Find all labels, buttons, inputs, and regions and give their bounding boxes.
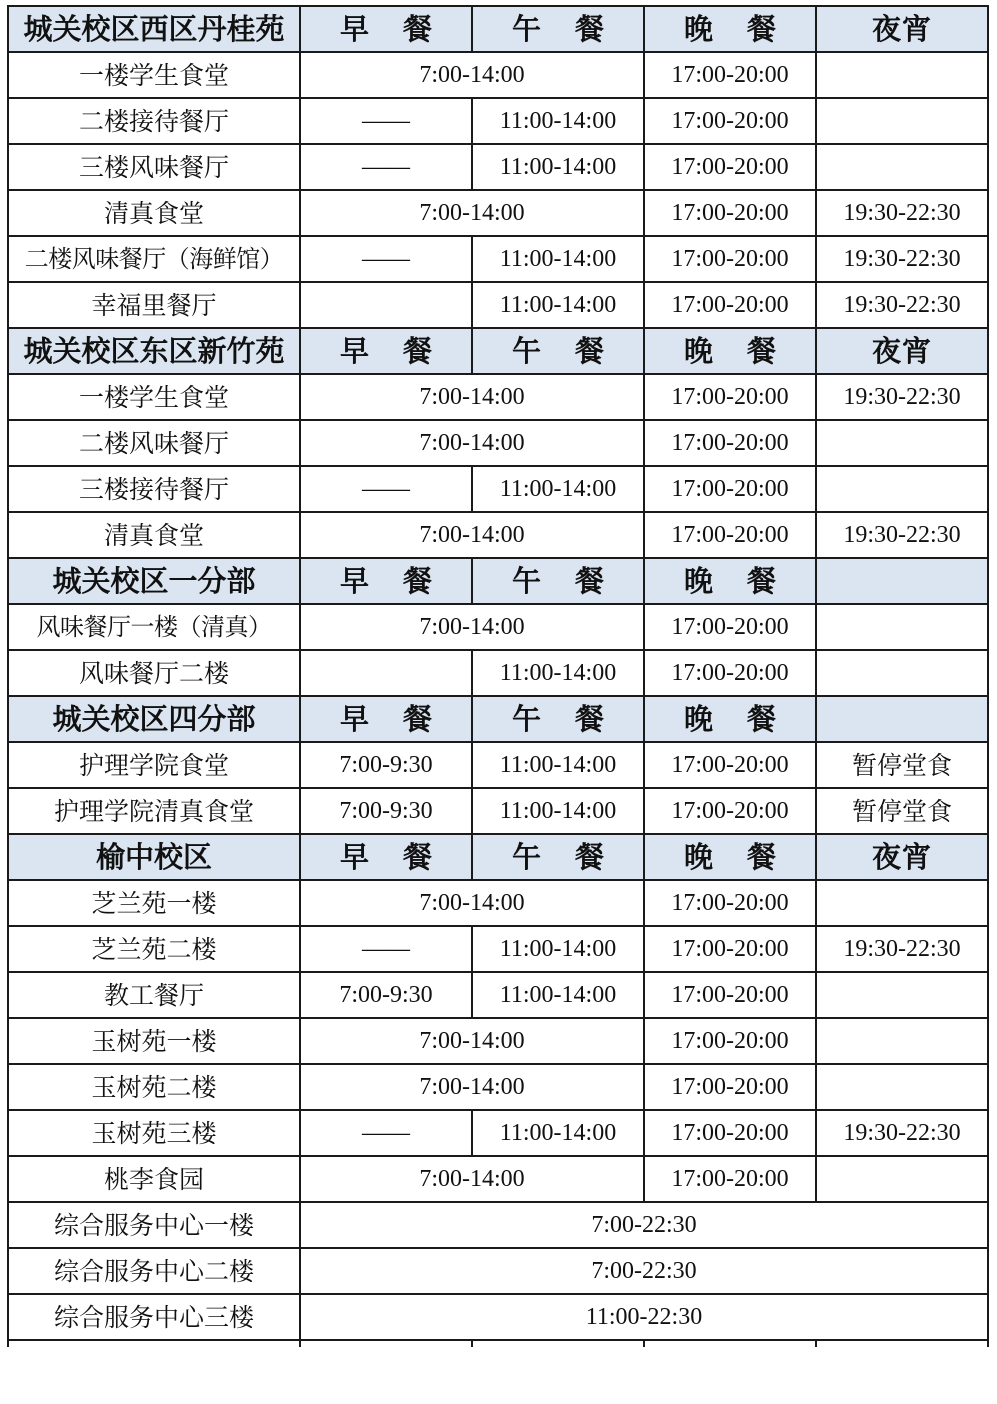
dinner-hours: 17:00-20:00 <box>644 926 816 972</box>
section-title: 城关校区东区新竹苑 <box>8 328 300 374</box>
night-hours: 19:30-22:30 <box>816 512 988 558</box>
canteen-name: 芝兰苑二楼 <box>8 926 300 972</box>
dinner-hours: 17:00-20:00 <box>644 144 816 190</box>
dinner-hours: 17:00-20:00 <box>644 972 816 1018</box>
lunch-header: 午 餐 <box>472 6 644 52</box>
lunch-hours: 11:00-14:00 <box>472 144 644 190</box>
breakfast-lunch-hours: 7:00-14:00 <box>300 880 644 926</box>
empty-cell <box>300 1340 472 1347</box>
breakfast-lunch-hours: 7:00-14:00 <box>300 52 644 98</box>
table-row <box>8 190 988 236</box>
dinner-hours: 17:00-20:00 <box>644 650 816 696</box>
canteen-name: 玉树苑二楼 <box>8 1064 300 1110</box>
table-row <box>8 512 988 558</box>
night-hours <box>816 880 988 926</box>
canteen-name: 护理学院清真食堂 <box>8 788 300 834</box>
canteen-name: 桃李食园 <box>8 1156 300 1202</box>
empty-cell <box>644 1340 816 1347</box>
section-header-row <box>8 328 988 374</box>
table-row <box>8 1018 988 1064</box>
night-header: 夜宵 <box>816 834 988 880</box>
breakfast-lunch-hours: 7:00-14:00 <box>300 604 644 650</box>
lunch-hours: 11:00-14:00 <box>472 1110 644 1156</box>
canteen-name: 二楼风味餐厅（海鲜馆） <box>8 236 300 282</box>
breakfast-hours <box>300 282 472 328</box>
breakfast-header: 早 餐 <box>300 834 472 880</box>
breakfast-hours: —— <box>300 466 472 512</box>
canteen-name: 三楼风味餐厅 <box>8 144 300 190</box>
empty-cell <box>472 1340 644 1347</box>
dinner-header: 晚 餐 <box>644 696 816 742</box>
dinner-hours: 17:00-20:00 <box>644 374 816 420</box>
night-hours: 19:30-22:30 <box>816 1110 988 1156</box>
night-hours <box>816 1018 988 1064</box>
night-hours <box>816 144 988 190</box>
night-header-empty <box>816 558 988 604</box>
breakfast-hours: 7:00-9:30 <box>300 742 472 788</box>
breakfast-header: 早 餐 <box>300 6 472 52</box>
night-hours <box>816 1064 988 1110</box>
lunch-header: 午 餐 <box>472 328 644 374</box>
night-header: 夜宵 <box>816 6 988 52</box>
canteen-name: 风味餐厅二楼 <box>8 650 300 696</box>
breakfast-header: 早 餐 <box>300 558 472 604</box>
dinner-hours: 17:00-20:00 <box>644 1064 816 1110</box>
night-status: 暂停堂食 <box>816 788 988 834</box>
all-day-hours: 11:00-22:30 <box>300 1294 988 1340</box>
canteen-name: 二楼接待餐厅 <box>8 98 300 144</box>
table-row <box>8 1202 988 1248</box>
dinner-hours: 17:00-20:00 <box>644 190 816 236</box>
empty-cell <box>816 1340 988 1347</box>
canteen-name: 清真食堂 <box>8 190 300 236</box>
dinner-hours: 17:00-20:00 <box>644 880 816 926</box>
night-hours <box>816 972 988 1018</box>
table-row <box>8 604 988 650</box>
dinner-hours: 17:00-20:00 <box>644 420 816 466</box>
section-title: 榆中校区 <box>8 834 300 880</box>
breakfast-lunch-hours: 7:00-14:00 <box>300 1064 644 1110</box>
canteen-hours-table <box>7 5 989 1347</box>
table-row <box>8 1064 988 1110</box>
dinner-hours: 17:00-20:00 <box>644 52 816 98</box>
breakfast-hours: 7:00-9:30 <box>300 788 472 834</box>
breakfast-header: 早 餐 <box>300 328 472 374</box>
night-header-empty <box>816 696 988 742</box>
canteen-name: 综合服务中心一楼 <box>8 1202 300 1248</box>
table-row-cut-off <box>8 1340 988 1347</box>
canteen-name: 一楼学生食堂 <box>8 374 300 420</box>
night-hours: 19:30-22:30 <box>816 236 988 282</box>
canteen-name: 综合服务中心二楼 <box>8 1248 300 1294</box>
empty-cell <box>8 1340 300 1347</box>
dinner-header: 晚 餐 <box>644 834 816 880</box>
all-day-hours: 7:00-22:30 <box>300 1248 988 1294</box>
table-row <box>8 466 988 512</box>
section-header-row <box>8 6 988 52</box>
canteen-name: 综合服务中心三楼 <box>8 1294 300 1340</box>
table-row <box>8 742 988 788</box>
lunch-header: 午 餐 <box>472 558 644 604</box>
table-row <box>8 972 988 1018</box>
night-hours: 19:30-22:30 <box>816 374 988 420</box>
lunch-hours: 11:00-14:00 <box>472 926 644 972</box>
breakfast-lunch-hours: 7:00-14:00 <box>300 1018 644 1064</box>
table-row <box>8 236 988 282</box>
table-row <box>8 1156 988 1202</box>
lunch-hours: 11:00-14:00 <box>472 972 644 1018</box>
night-hours <box>816 420 988 466</box>
dinner-hours: 17:00-20:00 <box>644 1156 816 1202</box>
lunch-hours: 11:00-14:00 <box>472 282 644 328</box>
lunch-hours: 11:00-14:00 <box>472 788 644 834</box>
dinner-hours: 17:00-20:00 <box>644 512 816 558</box>
dinner-header: 晚 餐 <box>644 6 816 52</box>
canteen-name: 玉树苑一楼 <box>8 1018 300 1064</box>
all-day-hours: 7:00-22:30 <box>300 1202 988 1248</box>
dinner-hours: 17:00-20:00 <box>644 466 816 512</box>
dinner-hours: 17:00-20:00 <box>644 1110 816 1156</box>
lunch-hours: 11:00-14:00 <box>472 650 644 696</box>
breakfast-hours: —— <box>300 98 472 144</box>
table-row <box>8 282 988 328</box>
breakfast-lunch-hours: 7:00-14:00 <box>300 420 644 466</box>
canteen-name: 幸福里餐厅 <box>8 282 300 328</box>
breakfast-hours <box>300 650 472 696</box>
breakfast-lunch-hours: 7:00-14:00 <box>300 190 644 236</box>
canteen-name: 芝兰苑一楼 <box>8 880 300 926</box>
table-row <box>8 98 988 144</box>
table-row <box>8 788 988 834</box>
breakfast-header: 早 餐 <box>300 696 472 742</box>
lunch-hours: 11:00-14:00 <box>472 98 644 144</box>
canteen-name: 三楼接待餐厅 <box>8 466 300 512</box>
breakfast-lunch-hours: 7:00-14:00 <box>300 374 644 420</box>
table-row <box>8 880 988 926</box>
night-header: 夜宵 <box>816 328 988 374</box>
table-row <box>8 926 988 972</box>
breakfast-hours: —— <box>300 144 472 190</box>
section-title: 城关校区西区丹桂苑 <box>8 6 300 52</box>
section-header-row <box>8 696 988 742</box>
canteen-name: 清真食堂 <box>8 512 300 558</box>
night-hours: 19:30-22:30 <box>816 926 988 972</box>
lunch-header: 午 餐 <box>472 696 644 742</box>
section-header-row <box>8 558 988 604</box>
table-row <box>8 144 988 190</box>
dinner-hours: 17:00-20:00 <box>644 236 816 282</box>
breakfast-hours: —— <box>300 1110 472 1156</box>
lunch-header: 午 餐 <box>472 834 644 880</box>
section-title: 城关校区一分部 <box>8 558 300 604</box>
canteen-name: 教工餐厅 <box>8 972 300 1018</box>
dinner-hours: 17:00-20:00 <box>644 604 816 650</box>
night-hours <box>816 52 988 98</box>
dinner-header: 晚 餐 <box>644 558 816 604</box>
breakfast-lunch-hours: 7:00-14:00 <box>300 1156 644 1202</box>
table-row <box>8 650 988 696</box>
table-row <box>8 1294 988 1340</box>
table-row <box>8 1110 988 1156</box>
lunch-hours: 11:00-14:00 <box>472 466 644 512</box>
canteen-name: 玉树苑三楼 <box>8 1110 300 1156</box>
dinner-hours: 17:00-20:00 <box>644 742 816 788</box>
dinner-hours: 17:00-20:00 <box>644 98 816 144</box>
breakfast-hours: —— <box>300 236 472 282</box>
lunch-hours: 11:00-14:00 <box>472 742 644 788</box>
night-hours <box>816 650 988 696</box>
table-row <box>8 374 988 420</box>
lunch-hours: 11:00-14:00 <box>472 236 644 282</box>
dinner-header: 晚 餐 <box>644 328 816 374</box>
section-header-row <box>8 834 988 880</box>
breakfast-hours: 7:00-9:30 <box>300 972 472 1018</box>
night-hours <box>816 466 988 512</box>
dinner-hours: 17:00-20:00 <box>644 1018 816 1064</box>
breakfast-lunch-hours: 7:00-14:00 <box>300 512 644 558</box>
canteen-name: 护理学院食堂 <box>8 742 300 788</box>
night-hours: 19:30-22:30 <box>816 282 988 328</box>
section-title: 城关校区四分部 <box>8 696 300 742</box>
night-status: 暂停堂食 <box>816 742 988 788</box>
canteen-name: 一楼学生食堂 <box>8 52 300 98</box>
dinner-hours: 17:00-20:00 <box>644 282 816 328</box>
breakfast-hours: —— <box>300 926 472 972</box>
night-hours: 19:30-22:30 <box>816 190 988 236</box>
dinner-hours: 17:00-20:00 <box>644 788 816 834</box>
canteen-name: 风味餐厅一楼（清真） <box>8 604 300 650</box>
table-row <box>8 1248 988 1294</box>
night-hours <box>816 1156 988 1202</box>
canteen-name: 二楼风味餐厅 <box>8 420 300 466</box>
night-hours <box>816 604 988 650</box>
table-row <box>8 52 988 98</box>
night-hours <box>816 98 988 144</box>
table-row <box>8 420 988 466</box>
